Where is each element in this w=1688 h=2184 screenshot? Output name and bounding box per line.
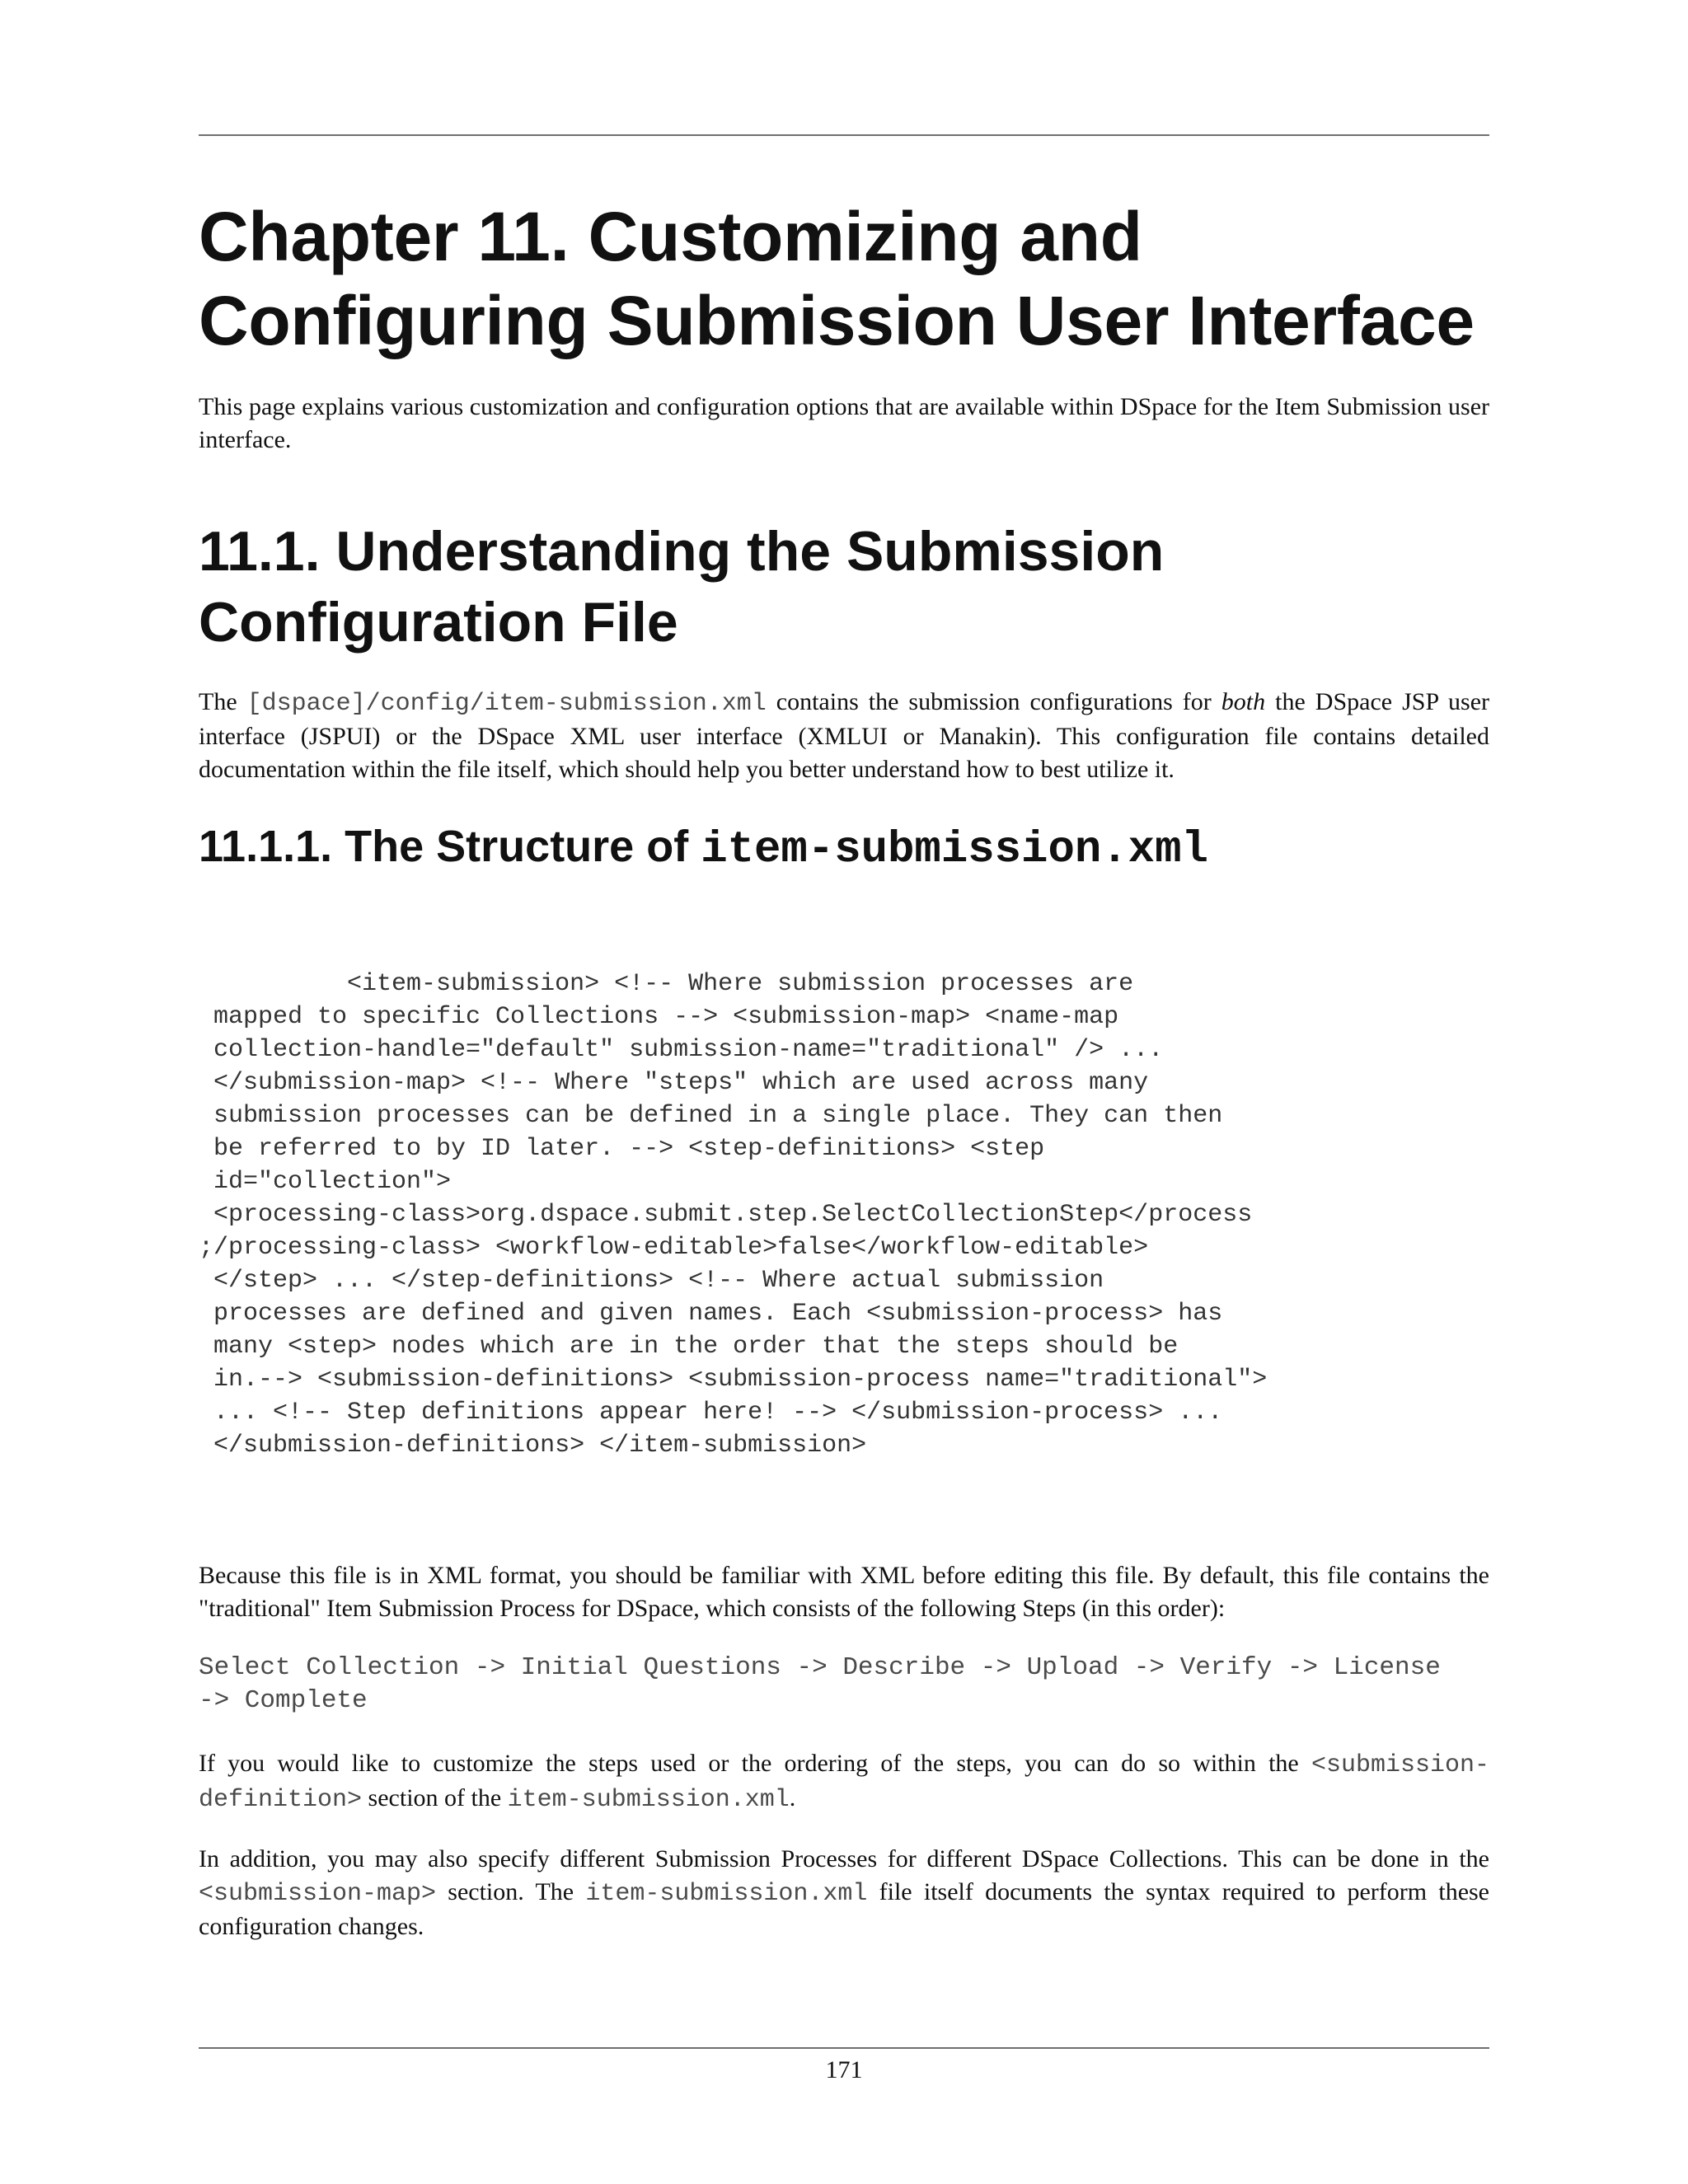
- code-line: many <step> nodes which are in the order that the steps should be: [199, 1333, 1179, 1361]
- xml-format-paragraph: Because this file is in XML format, you should be familiar with XML before editing this file. By default, this file contains the "traditional" Item Submission Process for DSpace, which consists of the following Steps (in this order):: [199, 1562, 1489, 1622]
- code-line: mapped to specific Collections --> <submission-map> <name-map: [199, 1003, 1119, 1031]
- code-line: ... <!-- Step definitions appear here! --> </submission-process> ...: [199, 1399, 1223, 1427]
- section-title: [199, 516, 1489, 658]
- code-line: submission processes can be defined in a single place. They can then: [199, 1102, 1223, 1130]
- submission-definition-code: <submission-definition>: [199, 1751, 1489, 1814]
- code-line: processes are defined and given names. Each <submission-process> has: [199, 1300, 1223, 1328]
- item-submission-code: item-submission.xml: [585, 1880, 868, 1908]
- submission-map-code: <submission-map>: [199, 1880, 437, 1908]
- addition-paragraph: [199, 1843, 1489, 1943]
- config-file-path: [dspace]/config/item-submission.xml: [246, 690, 767, 718]
- subsection-title-prefix: 11.1.1. The Structure of: [199, 822, 701, 871]
- code-line: <item-submission> <!-- Where submission processes are: [199, 970, 1134, 998]
- code-line: </submission-definitions> </item-submission>: [199, 1432, 867, 1460]
- chapter-title: [199, 194, 1489, 363]
- xml-code-block: [199, 968, 1489, 1462]
- page-number: 171: [825, 2056, 863, 2083]
- code-line: in.--> <submission-definitions> <submission-process name="traditional">: [199, 1366, 1268, 1394]
- customize-after: .: [789, 1784, 796, 1811]
- header-rule: [199, 134, 1489, 136]
- section-title-line-2: Configuration File: [199, 591, 678, 654]
- subsection-title-code: item-submission.xml: [701, 825, 1208, 875]
- customize-paragraph: [199, 1747, 1489, 1816]
- config-para-after-path: contains the submission configurations for: [766, 688, 1221, 715]
- code-line: </submission-map> <!-- Where "steps" which are used across many: [199, 1069, 1149, 1097]
- code-line: be referred to by ID later. --> <step-definitions> <step: [199, 1135, 1045, 1163]
- code-line: id="collection">: [199, 1168, 452, 1196]
- footer-rule: [199, 2047, 1489, 2049]
- chapter-intro-paragraph: This page explains various customization and configuration options that are available within DSpace for the Item Submission user interface.: [199, 393, 1489, 453]
- addition-after: file itself documents the syntax required to perform these configuration changes.: [199, 1878, 1489, 1940]
- config-para-rest: the DSpace JSP user interface (JSPUI) or the DSpace XML user interface (XMLUI or Manakin). This configuration file contains detailed documentation within the file itself, which should help you better understand how to best utilize it.: [199, 688, 1490, 783]
- submission-steps: [199, 1652, 1489, 1718]
- config-file-paragraph: [199, 686, 1489, 786]
- config-para-emphasis: both: [1221, 688, 1266, 715]
- section-title-line-1: 11.1. Understanding the Submission: [199, 520, 1165, 583]
- chapter-title-line-1: Chapter 11. Customizing and: [199, 198, 1142, 275]
- submission-steps-line-2: -> Complete: [199, 1686, 368, 1715]
- item-submission-code: item-submission.xml: [507, 1786, 790, 1814]
- chapter-title-line-2: Configuring Submission User Interface: [199, 282, 1475, 359]
- code-line: </step> ... </step-definitions> <!-- Where actual submission: [199, 1267, 1104, 1295]
- addition-middle: section. The: [436, 1878, 586, 1905]
- code-line: collection-handle="default" submission-name="traditional" /> ...: [199, 1036, 1164, 1064]
- subsection-title: [199, 818, 1489, 879]
- submission-steps-line-1: Select Collection -> Initial Questions -> Describe -> Upload -> Verify -> License: [199, 1653, 1441, 1682]
- config-para-before: The: [199, 688, 247, 715]
- addition-before: In addition, you may also specify different Submission Processes for different DSpace Collections. This can be done in the: [199, 1845, 1489, 1872]
- customize-before: If you would like to customize the steps used or the ordering of the steps, you can do so within the: [199, 1750, 1311, 1777]
- customize-middle: section of the: [362, 1784, 508, 1811]
- code-line: <processing-class>org.dspace.submit.step.SelectCollectionStep</process: [199, 1201, 1253, 1229]
- code-line: ;/processing-class> <workflow-editable>false</workflow-editable>: [199, 1234, 1149, 1262]
